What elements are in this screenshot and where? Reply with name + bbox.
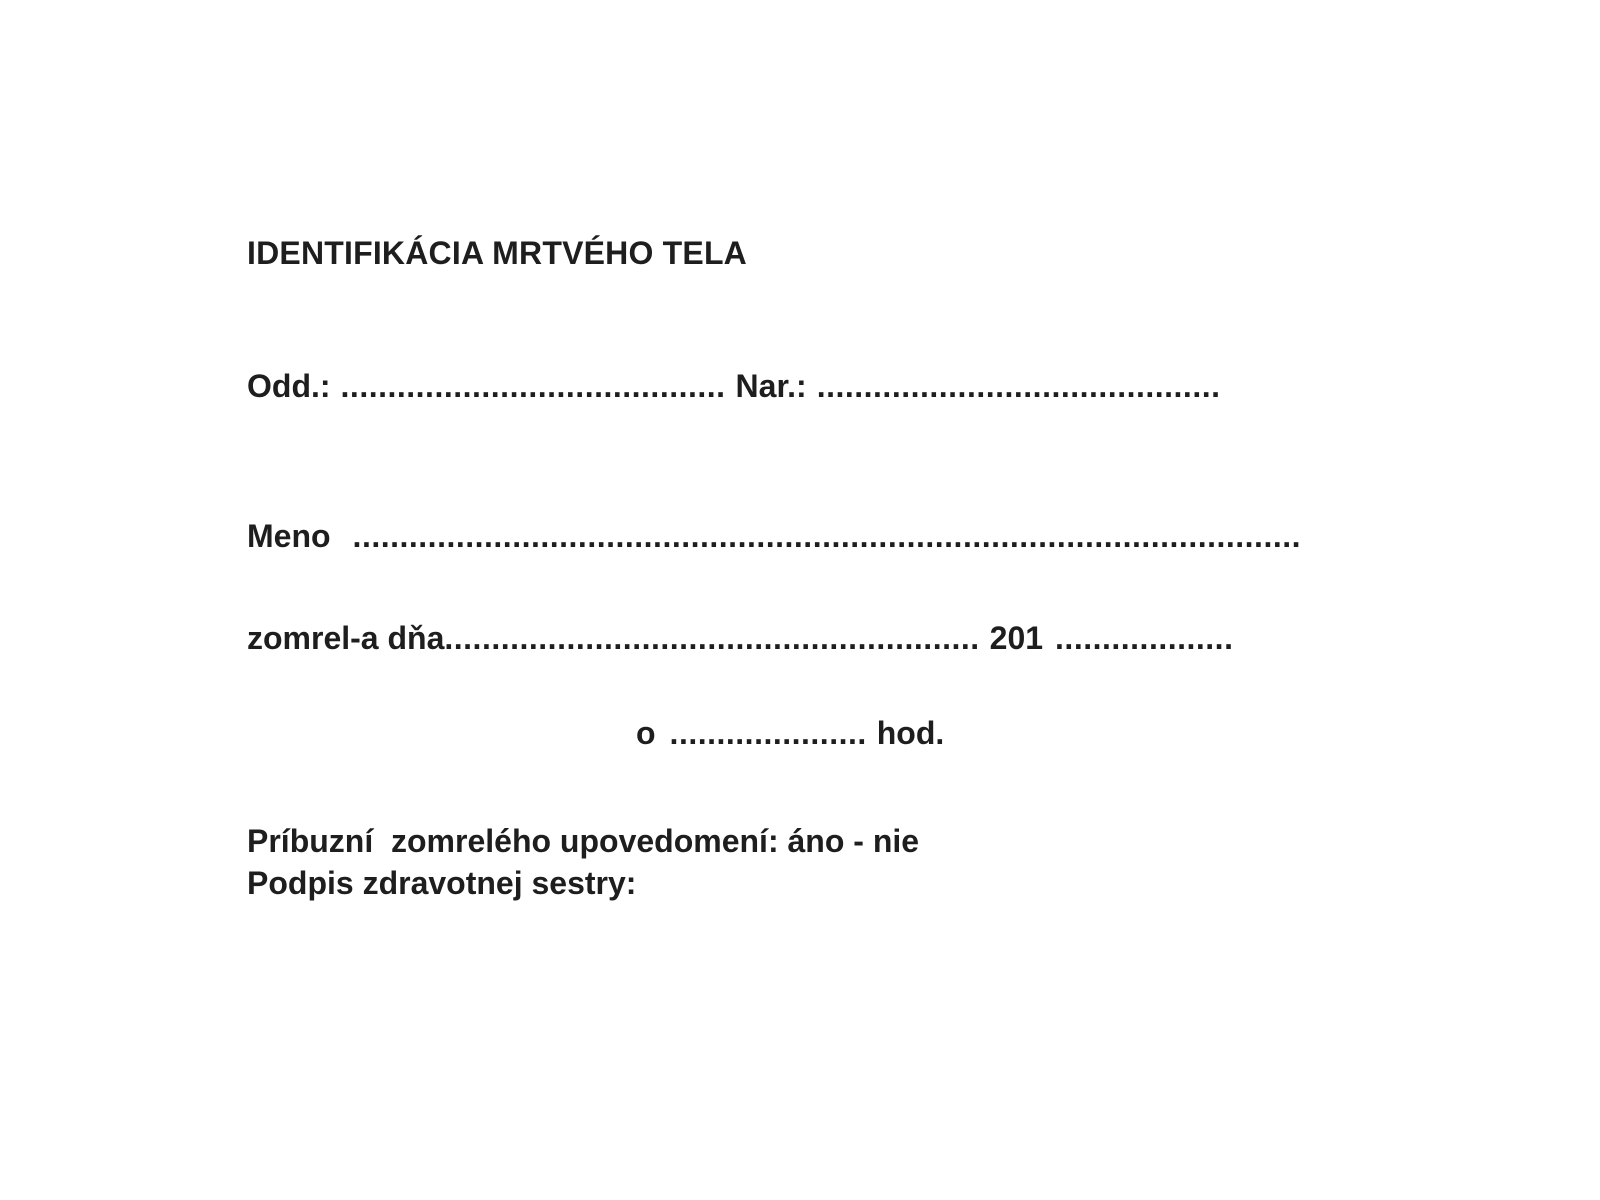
form-title: IDENTIFIKÁCIA MRTVÉHO TELA [247,235,747,271]
year-label: 201 [989,620,1044,656]
nurse-signature-label: Podpis zdravotnej sestry: [247,865,637,901]
time-field-dots[interactable]: ..................... [669,717,867,749]
birth-field-dots[interactable]: ........................................... [816,370,1221,402]
department-birth-row [247,370,1380,402]
hours-label: hod. [876,715,945,751]
death-date-field-dots[interactable]: ......................................................... [444,622,980,654]
name-row [247,520,1380,552]
name-label: Meno [247,518,331,554]
birth-label: Nar.: [735,368,807,404]
year-field-dots[interactable]: ................... [1055,622,1234,654]
department-field-dots[interactable]: ......................................... [340,370,726,402]
death-date-row [247,622,1380,654]
time-row [636,717,944,749]
name-field-dots[interactable]: ..................................................................................................... [352,520,1301,552]
time-prefix-label: o [636,715,656,751]
relatives-notified-text: Príbuzní zomrelého upovedomení: áno - nie [247,823,920,859]
department-label: Odd.: [247,368,331,404]
death-date-label: zomrel-a dňa [247,620,445,656]
